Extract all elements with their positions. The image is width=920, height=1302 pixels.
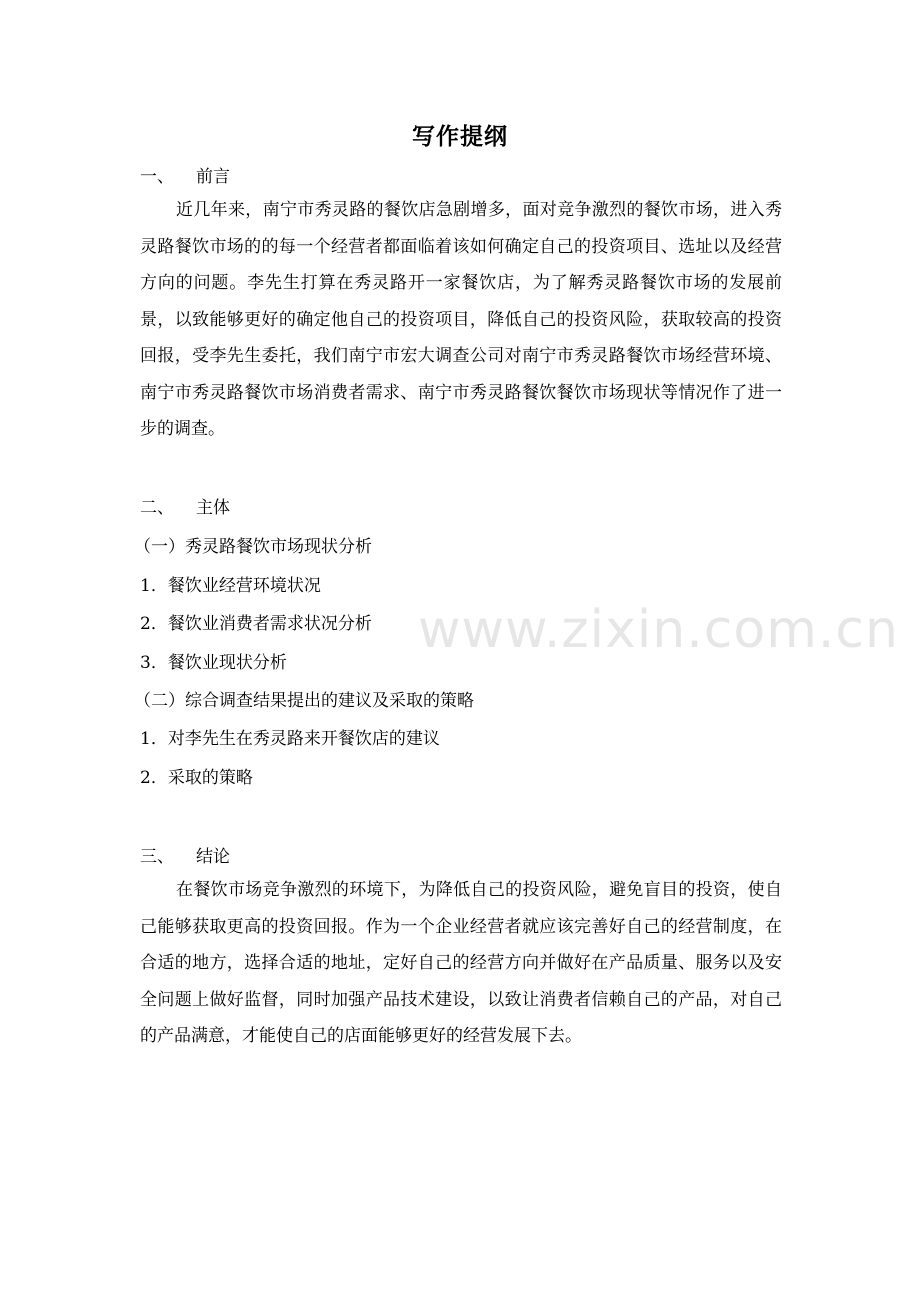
page-title: 写作提纲 — [412, 123, 508, 150]
section-title: 结论 — [196, 847, 230, 867]
section-heading-body — [140, 493, 230, 518]
outline-item: 3．餐饮业现状分析 — [140, 653, 287, 673]
outline-item: 1．对李先生在秀灵路来开餐饮店的建议 — [140, 729, 440, 749]
section-heading-conclusion — [140, 842, 230, 867]
section-number: 三、 — [140, 847, 174, 867]
section-number: 一、 — [140, 167, 174, 187]
watermark: www.zixin.com.cn — [418, 600, 899, 660]
intro-paragraph: 近几年来，南宁市秀灵路的餐饮店急剧增多，面对竞争激烈的餐饮市场，进入秀灵路餐饮市场的的每一个经营者都面临着该如何确定自己的投资项目、选址以及经营方向的问题。李先生打算在秀灵路开一家餐饮店，为了解秀灵路餐饮市场的发展前景，以致能够更好的确定他自己的投资项目，降低自己的投资风险，获取较高的投资回报，受李先生委托，我们南宁市宏大调查公司对南宁市秀灵路餐饮市场经营环境、南宁市秀灵路餐饮市场消费者需求、南宁市秀灵路餐饮餐饮市场现状等情况作了进一步的调查。 — [140, 200, 782, 439]
section-title: 主体 — [196, 498, 230, 518]
outline-item: （二）综合调查结果提出的建议及采取的策略 — [134, 691, 474, 711]
outline-item: 1．餐饮业经营环境状况 — [140, 576, 321, 596]
section-number: 二、 — [140, 498, 174, 518]
section-heading-intro — [140, 162, 230, 187]
outline-item: 2．餐饮业消费者需求状况分析 — [140, 614, 372, 634]
outline-item: 2．采取的策略 — [140, 768, 253, 788]
section-title: 前言 — [196, 167, 230, 187]
outline-item: （一）秀灵路餐饮市场现状分析 — [134, 537, 372, 557]
conclusion-paragraph: 在餐饮市场竞争激烈的环境下，为降低自己的投资风险，避免盲目的投资，使自己能够获取更高的投资回报。作为一个企业经营者就应该完善好自己的经营制度，在合适的地方，选择合适的地址，定好自己的经营方向并做好在产品质量、服务以及安全问题上做好监督，同时加强产品技术建设，以致让消费者信赖自己的产品，对自己的产品满意，才能使自己的店面能够更好的经营发展下去。 — [140, 880, 782, 1046]
